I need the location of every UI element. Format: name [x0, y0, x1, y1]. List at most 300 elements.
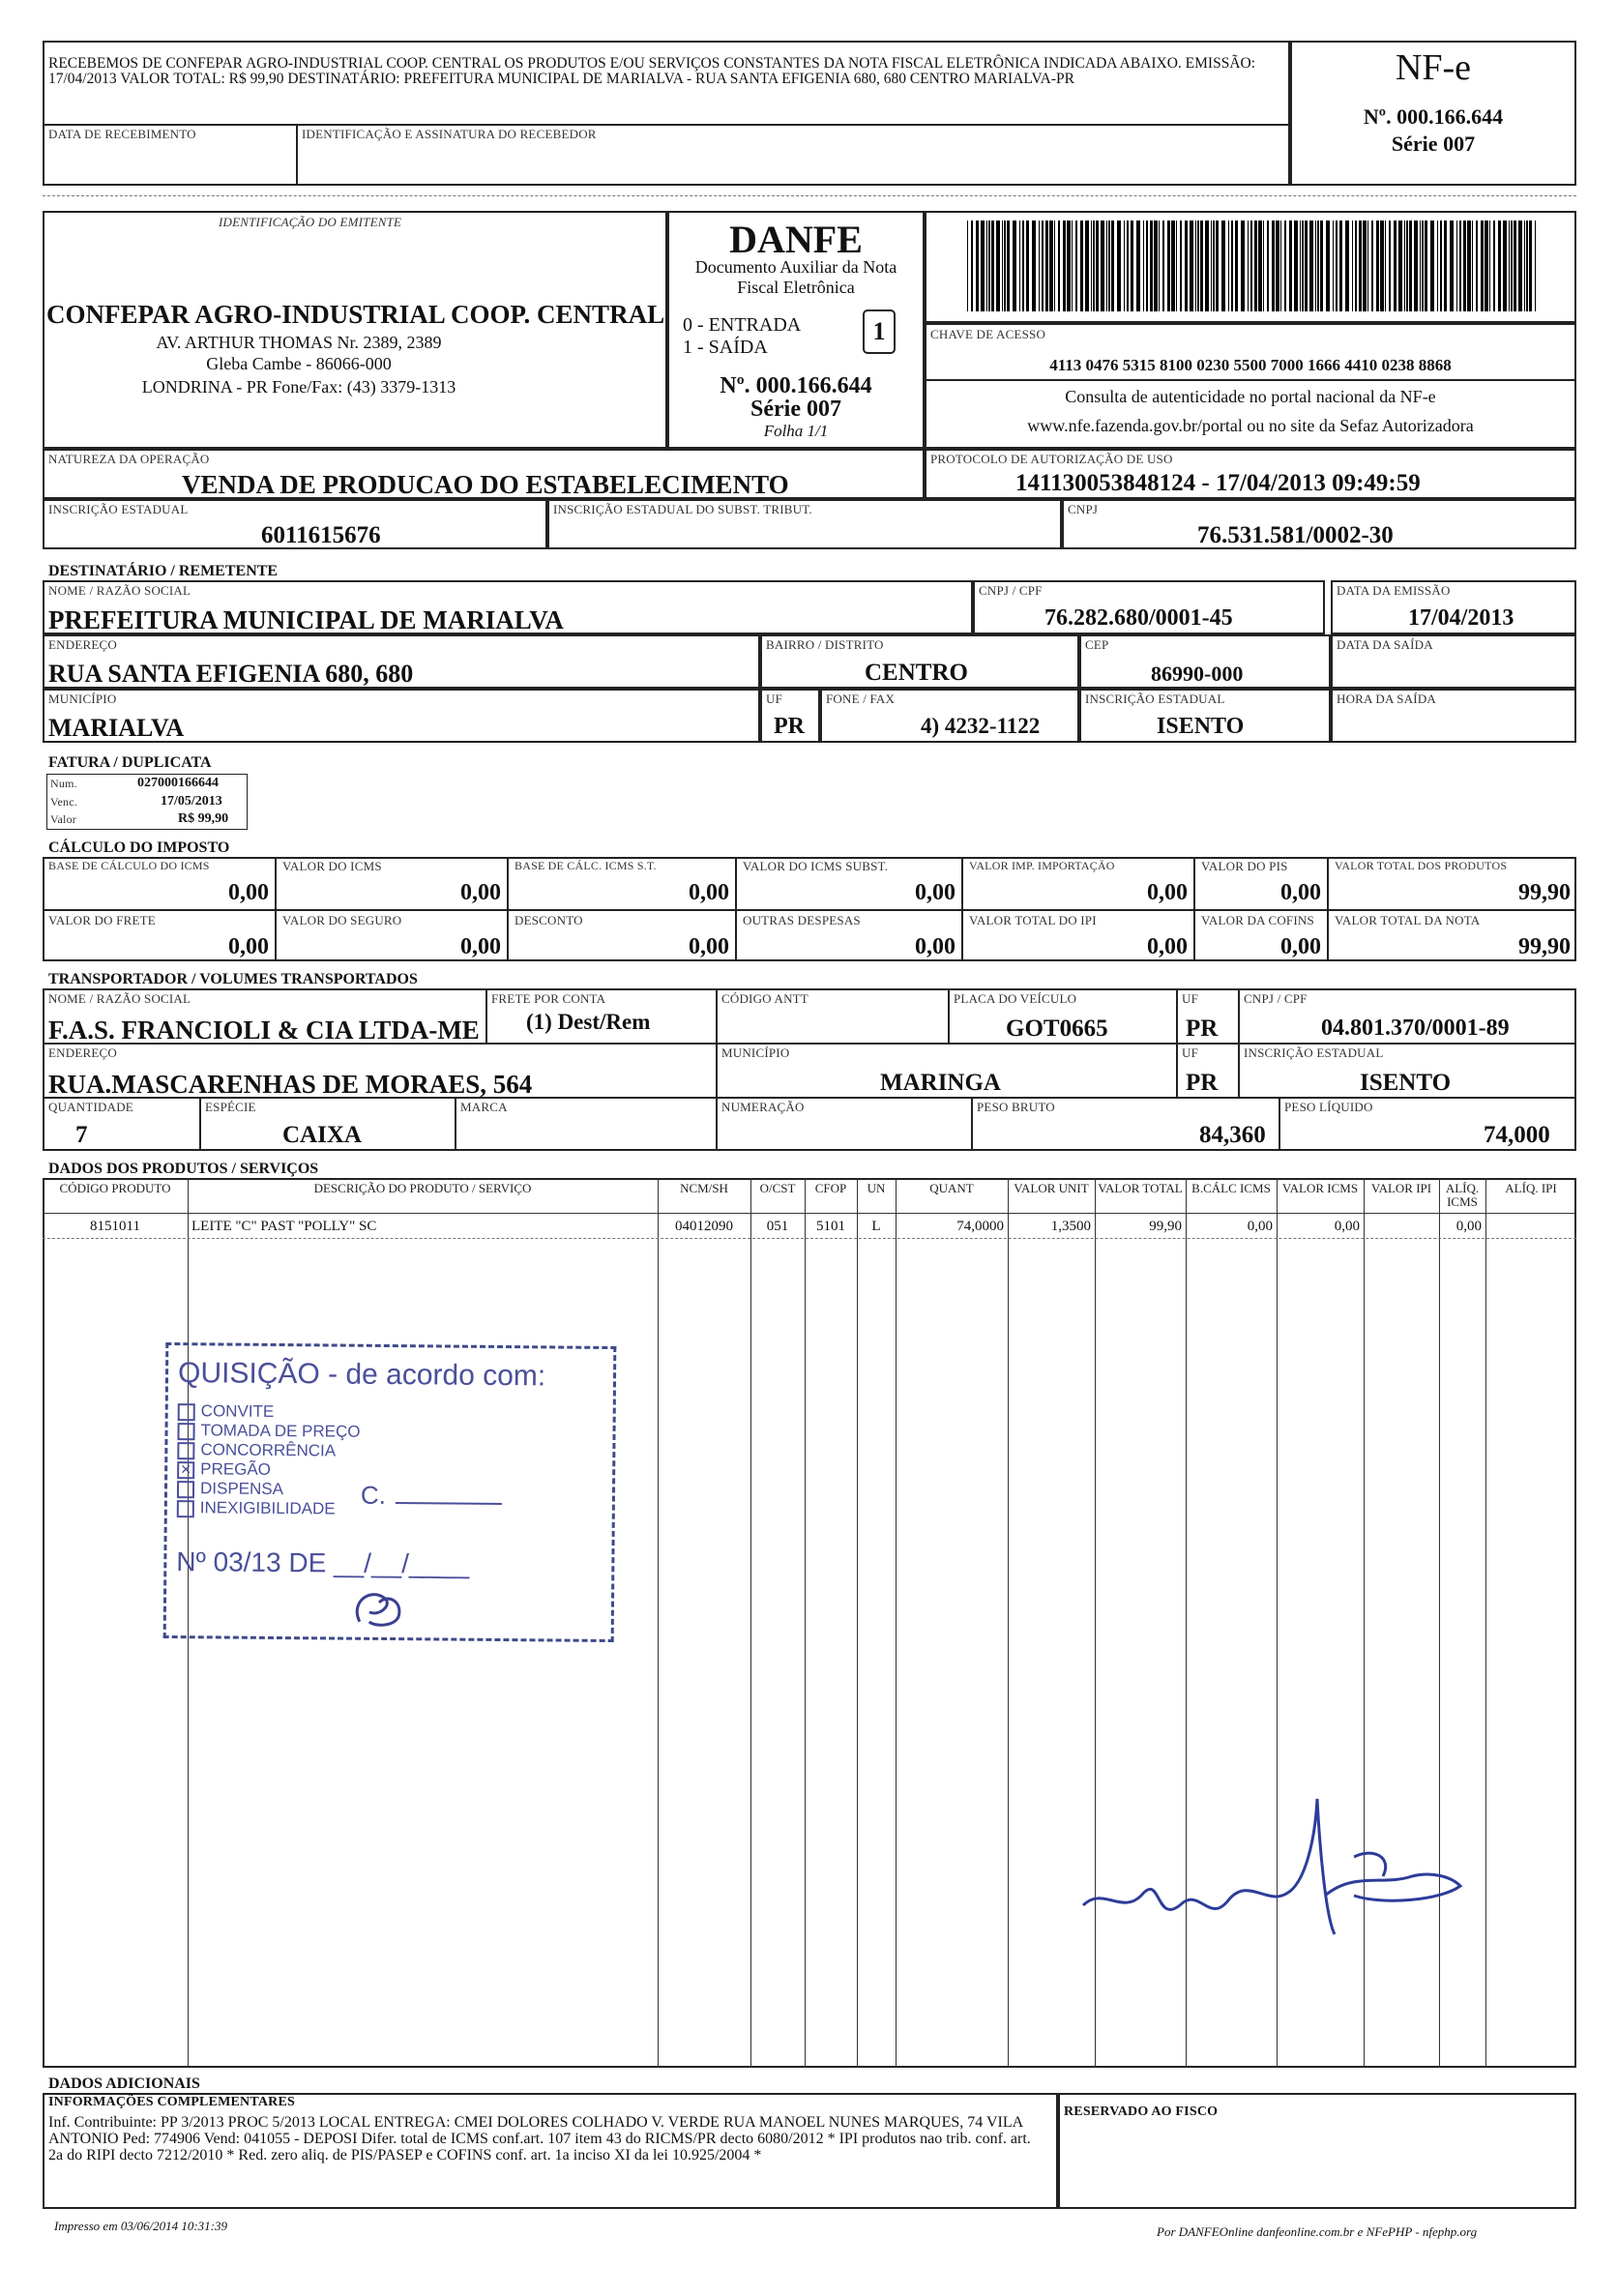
barcode-bar: [976, 221, 979, 311]
produtos-col-divider: [857, 1178, 858, 2068]
barcode-bar: [1032, 221, 1036, 311]
cnpj-emit-valor: 76.531.581/0002-30: [1197, 522, 1394, 548]
imposto-value: 0,00: [915, 934, 956, 959]
dest-bairro-label: BAIRRO / DISTRITO: [766, 637, 884, 652]
imposto-label: VALOR TOTAL DA NOTA: [1335, 913, 1481, 927]
checkbox-icon: [178, 1403, 195, 1421]
transp-v1: [485, 988, 487, 1043]
imposto-value: 0,00: [1147, 934, 1188, 959]
imposto-label: VALOR DO FRETE: [48, 913, 156, 927]
transp-v2: [716, 988, 718, 1151]
emitente-label: IDENTIFICAÇÃO DO EMITENTE: [219, 215, 402, 229]
barcode-bar: [1154, 221, 1158, 311]
barcode-bar: [1326, 221, 1330, 311]
transp-v3: [948, 988, 950, 1043]
fatura-section: FATURA / DUPLICATA: [48, 754, 212, 771]
barcode-bar: [1317, 221, 1319, 311]
barcode-bar: [1171, 221, 1175, 311]
transp-placa: GOT0665: [1006, 1016, 1108, 1042]
barcode-bar: [1294, 221, 1298, 311]
imposto-label: VALOR IMP. IMPORTAÇÃO: [969, 859, 1115, 872]
imposto-cell: [961, 857, 1193, 909]
barcode-bar: [1489, 221, 1490, 311]
produtos-col-divider: [805, 1178, 806, 2068]
barcode-bar: [1096, 221, 1099, 311]
produtos-col-divider: [1485, 1178, 1486, 2068]
produtos-cell: LEITE "C" PAST "POLLY" SC: [191, 1219, 377, 1234]
barcode-bar: [1241, 221, 1245, 311]
imposto-value: 99,90: [1518, 880, 1571, 905]
barcode-bar: [1195, 221, 1196, 311]
barcode-bar: [1414, 221, 1418, 311]
barcode-bar: [1333, 221, 1334, 311]
barcode-bar: [1185, 221, 1188, 311]
transp-uf2-label: UF: [1182, 1045, 1199, 1060]
barcode-bar: [1213, 221, 1215, 311]
barcode-bar: [1305, 221, 1308, 311]
identificacao-label: IDENTIFICAÇÃO E ASSINATURA DO RECEBEDOR: [302, 127, 597, 141]
barcode-bar: [1420, 221, 1421, 311]
barcode-bar: [1315, 221, 1316, 311]
data-recebimento-label: DATA DE RECEBIMENTO: [48, 127, 196, 141]
dest-emissao-label: DATA DA EMISSÃO: [1337, 583, 1451, 598]
stamp-item: [177, 1459, 271, 1480]
stamp-item: [177, 1479, 283, 1499]
danfe-title: DANFE: [729, 218, 863, 261]
barcode-bar: [988, 221, 990, 311]
transp-peso-liquido-label: PESO LÍQUIDO: [1284, 1100, 1373, 1114]
destinatario-section: DESTINATÁRIO / REMETENTE: [48, 563, 279, 579]
transportador-section: TRANSPORTADOR / VOLUMES TRANSPORTADOS: [48, 971, 418, 987]
danfe-saida: 1 - SAÍDA: [683, 337, 768, 358]
checkbox-icon: [177, 1481, 194, 1498]
emitente-box: [43, 211, 667, 449]
barcode-bar: [1511, 221, 1513, 311]
transp-v6: [199, 1097, 201, 1151]
barcode-bar: [1263, 221, 1264, 311]
barcode-bar: [1162, 221, 1164, 311]
imposto-value: 99,90: [1518, 934, 1571, 959]
produtos-header: VALOR IPI: [1370, 1181, 1432, 1195]
dest-emissao: 17/04/2013: [1408, 605, 1514, 631]
transp-placa-label: PLACA DO VEÍCULO: [954, 991, 1077, 1006]
produtos-cell: L: [871, 1219, 881, 1234]
chave-divider: [925, 379, 1576, 381]
barcode-bar: [1485, 221, 1488, 311]
dest-fone: 4) 4232-1122: [921, 714, 1041, 738]
barcode-bar: [1150, 221, 1153, 311]
transp-ie-label: INSCRIÇÃO ESTADUAL: [1244, 1045, 1384, 1060]
stamp-item-label: INEXIGIBILIDADE: [199, 1498, 336, 1518]
barcode-bar: [1503, 221, 1507, 311]
transp-cnpj-label: CNPJ / CPF: [1244, 991, 1308, 1006]
dest-cep: 86990-000: [1151, 662, 1244, 686]
barcode-bar: [1514, 221, 1516, 311]
dest-endereco-label: ENDEREÇO: [48, 637, 117, 652]
barcode-bar: [1444, 221, 1447, 311]
imposto-value: 0,00: [228, 880, 269, 905]
transp-municipio-label: MUNICÍPIO: [721, 1045, 790, 1060]
barcode-bar: [1063, 221, 1066, 311]
dest-nome: PREFEITURA MUNICIPAL DE MARIALVA: [48, 605, 564, 634]
dest-cnpj-label: CNPJ / CPF: [979, 583, 1043, 598]
barcode-bar: [1127, 221, 1129, 311]
barcode-bar: [1004, 221, 1006, 311]
produtos-header: CÓDIGO PRODUTO: [59, 1181, 171, 1195]
dest-cep-label: CEP: [1085, 637, 1109, 652]
chave-label: CHAVE DE ACESSO: [930, 327, 1046, 341]
barcode-bar: [1093, 221, 1095, 311]
produtos-header: VALOR TOTAL: [1098, 1181, 1183, 1195]
barcode-bar: [1535, 221, 1536, 311]
dest-fone-label: FONE / FAX: [826, 692, 896, 706]
imposto-label: VALOR TOTAL DO IPI: [969, 913, 1097, 927]
barcode-bar: [1404, 221, 1405, 311]
imposto-cell: [1193, 909, 1327, 961]
produtos-cell: 5101: [816, 1219, 845, 1234]
barcode-bar: [1284, 221, 1286, 311]
imposto-value: 0,00: [689, 880, 729, 905]
imposto-cell: [1327, 857, 1576, 909]
nfe-serie: Série 007: [1391, 132, 1476, 156]
produtos-header: QUANT: [929, 1181, 974, 1195]
produtos-header: NCM/SH: [680, 1181, 728, 1195]
barcode-bar: [1007, 221, 1010, 311]
barcode-bar: [1450, 221, 1454, 311]
barcode-bar: [1042, 221, 1044, 311]
imposto-label: BASE DE CÁLC. ICMS S.T.: [514, 859, 657, 872]
barcode-bar: [1190, 221, 1193, 311]
danfe-entrada: 0 - ENTRADA: [683, 314, 802, 336]
barcode-bar: [1167, 221, 1170, 311]
imposto-cell: [735, 857, 961, 909]
ie-valor: 6011615676: [261, 522, 381, 548]
barcode-bar: [1481, 221, 1484, 311]
transp-antt-label: CÓDIGO ANTT: [721, 991, 808, 1006]
footer-impresso: Impresso em 03/06/2014 10:31:39: [54, 2219, 227, 2233]
fatura-valor: R$ 99,90: [178, 811, 229, 826]
barcode-bar: [1276, 221, 1279, 311]
barcode-bar: [1320, 221, 1323, 311]
produtos-row-line: [43, 1238, 1576, 1239]
dest-endereco: RUA SANTA EFIGENIA 680, 680: [48, 660, 414, 688]
imposto-value: 0,00: [1280, 934, 1321, 959]
transp-endereco-label: ENDEREÇO: [48, 1045, 117, 1060]
produtos-cell: 0,00: [1455, 1219, 1482, 1234]
transp-peso-bruto: 84,360: [1199, 1122, 1266, 1148]
imposto-value: 0,00: [1147, 880, 1188, 905]
emitente-nome: CONFEPAR AGRO-INDUSTRIAL COOP. CENTRAL: [46, 300, 665, 329]
barcode-bar: [1108, 221, 1110, 311]
produtos-header: VALOR ICMS: [1281, 1181, 1359, 1195]
imposto-label: VALOR DO ICMS: [282, 859, 382, 873]
produtos-cell: 8151011: [90, 1219, 140, 1234]
transp-uf-label: UF: [1182, 991, 1199, 1006]
barcode-bar: [1136, 221, 1140, 311]
barcode-bar: [1039, 221, 1040, 311]
produtos-cell: 0,00: [1247, 1219, 1273, 1234]
barcode-bar: [991, 221, 994, 311]
ie-st-label: INSCRIÇÃO ESTADUAL DO SUBST. TRIBUT.: [553, 502, 812, 516]
barcode-bar: [1045, 221, 1048, 311]
transp-municipio: MARINGA: [880, 1070, 1001, 1096]
barcode-bar: [1526, 221, 1528, 311]
imposto-cell: [1327, 909, 1576, 961]
barcode-bar: [1019, 221, 1020, 311]
fatura-venc-label: Venc.: [50, 795, 77, 809]
barcode-bar: [1049, 221, 1053, 311]
dest-ie: ISENTO: [1157, 714, 1245, 739]
barcode-bar: [1146, 221, 1148, 311]
barcode-bar: [1111, 221, 1114, 311]
barcode-bar: [1216, 221, 1219, 311]
imposto-cell: [43, 909, 275, 961]
stamp-initials: [340, 1583, 418, 1633]
imposto-label: VALOR DO ICMS SUBST.: [743, 859, 889, 873]
transp-nome-label: NOME / RAZÃO SOCIAL: [48, 991, 191, 1006]
stamp-item-label: CONCORRÊNCIA: [200, 1440, 337, 1460]
transp-v7: [455, 1097, 456, 1151]
adicionais-section: DADOS ADICIONAIS: [48, 2075, 200, 2092]
imposto-label: VALOR TOTAL DOS PRODUTOS: [1335, 859, 1508, 872]
produtos-section: DADOS DOS PRODUTOS / SERVIÇOS: [48, 1161, 319, 1177]
barcode-bar: [1339, 221, 1342, 311]
produtos-header: ALÍQ. ICMS: [1445, 1181, 1480, 1209]
barcode-bar: [1345, 221, 1349, 311]
info-label: INFORMAÇÕES COMPLEMENTARES: [48, 2095, 296, 2109]
barcode-bar: [1250, 221, 1252, 311]
produtos-header: DESCRIÇÃO DO PRODUTO / SERVIÇO: [313, 1181, 532, 1195]
barcode-bar: [1509, 221, 1510, 311]
transp-marca-label: MARCA: [460, 1100, 508, 1114]
barcode-bar: [1067, 221, 1071, 311]
barcode-bar: [1352, 221, 1353, 311]
stamp-numero: Nº 03/13 DE __/__/____: [176, 1546, 470, 1579]
barcode-bar: [1498, 221, 1501, 311]
barcode-bar: [1072, 221, 1073, 311]
stamp-c-line: [396, 1502, 502, 1505]
imposto-cell: [507, 909, 735, 961]
barcode-bar: [1124, 221, 1125, 311]
barcode-bar: [971, 221, 973, 311]
imposto-cell: [43, 857, 275, 909]
danfe-tipo-box: 1: [863, 309, 896, 354]
danfe-subtitle2: Fiscal Eletrônica: [737, 278, 855, 297]
produtos-col-divider: [1008, 1178, 1009, 2068]
stamp-item: [177, 1498, 336, 1518]
stamp-title: QUISIÇÃO - de acordo com:: [177, 1357, 546, 1393]
barcode-bar: [1258, 221, 1262, 311]
barcode-bar: [1359, 221, 1362, 311]
canhoto-text: RECEBEMOS DE CONFEPAR AGRO-INDUSTRIAL COOP. CENTRAL OS PRODUTOS E/OU SERVIÇOS CONSTANTES DA NOTA FISCAL ELETRÔNICA INDICADA ABAIXO. EMISSÃO: 17/04/2013 VALOR TOTAL: R$ 99,90 DESTINATÁRIO: PREFEITURA MUNICIPAL DE MARIALVA - RUA SANTA EFIGENIA 680, 680 CENTRO MARIALVA-PR: [48, 55, 1256, 87]
barcode-bar: [1476, 221, 1478, 311]
stamp-c-label: C.: [360, 1480, 387, 1510]
barcode-bar: [1080, 221, 1083, 311]
cnpj-emit-label: CNPJ: [1068, 502, 1099, 516]
imposto-label: OUTRAS DESPESAS: [743, 913, 861, 927]
barcode-bar: [1235, 221, 1238, 311]
barcode-bar: [1300, 221, 1301, 311]
produtos-cell: 99,90: [1149, 1219, 1182, 1234]
barcode-bar: [1231, 221, 1233, 311]
barcode-bar: [1371, 221, 1373, 311]
canhoto-vdivider: [296, 124, 298, 186]
danfe-subtitle1: Documento Auxiliar da Nota: [694, 257, 897, 277]
produtos-header: B.CÁLC ICMS: [1191, 1181, 1271, 1195]
checkbox-icon: [177, 1442, 194, 1459]
barcode-bar: [967, 221, 968, 311]
transp-nome: F.A.S. FRANCIOLI & CIA LTDA-ME: [48, 1016, 480, 1045]
barcode-bar: [1106, 221, 1107, 311]
imposto-label: VALOR DO SEGURO: [282, 913, 402, 927]
barcode-bar: [1075, 221, 1077, 311]
chave-consulta2: www.nfe.fazenda.gov.br/portal ou no site da Sefaz Autorizadora: [1027, 416, 1474, 435]
imposto-cell: [961, 909, 1193, 961]
acquisition-stamp: [163, 1342, 617, 1642]
imposto-value: 0,00: [689, 934, 729, 959]
transp-uf2: PR: [1186, 1070, 1219, 1096]
produtos-cell: 051: [766, 1219, 789, 1234]
barcode-bar: [1425, 221, 1427, 311]
transp-especie-label: ESPÉCIE: [205, 1100, 256, 1114]
fatura-num-label: Num.: [50, 777, 77, 790]
produtos-cell: 0,00: [1334, 1219, 1360, 1234]
barcode-bar: [1228, 221, 1229, 311]
imposto-label: VALOR DA COFINS: [1201, 913, 1314, 927]
barcode-bar: [1467, 221, 1471, 311]
imposto-cell: [507, 857, 735, 909]
emitente-endereco3: LONDRINA - PR Fone/Fax: (43) 3379-1313: [141, 377, 456, 397]
dest-uf: PR: [774, 714, 805, 739]
barcode-bar: [1385, 221, 1386, 311]
barcode-bar: [1529, 221, 1532, 311]
barcode-bar: [1159, 221, 1160, 311]
dest-nome-label: NOME / RAZÃO SOCIAL: [48, 583, 191, 598]
barcode-bar: [1091, 221, 1092, 311]
nfe-title: NF-e: [1395, 47, 1472, 88]
imposto-cell: [275, 909, 507, 961]
produtos-header: CFOP: [814, 1181, 847, 1195]
transp-peso-liquido: 74,000: [1484, 1122, 1550, 1148]
stamp-item-label: TOMADA DE PREÇO: [200, 1421, 361, 1441]
transp-especie: CAIXA: [282, 1122, 362, 1148]
barcode-bar: [1409, 221, 1412, 311]
stamp-item-label: DISPENSA: [199, 1479, 284, 1499]
barcode-bar: [1267, 221, 1269, 311]
imposto-cell: [275, 857, 507, 909]
barcode-bar: [1054, 221, 1055, 311]
produtos-cell: 04012090: [675, 1219, 733, 1234]
barcode-bar: [1380, 221, 1384, 311]
footer-por: Por DANFEOnline danfeonline.com.br e NFePHP - nfephp.org: [1157, 2224, 1478, 2239]
barcode-bar: [1143, 221, 1144, 311]
barcode-bar: [1176, 221, 1177, 311]
barcode-bar: [1472, 221, 1473, 311]
barcode-bar: [1101, 221, 1104, 311]
barcode-bar: [1406, 221, 1408, 311]
imposto-label: DESCONTO: [514, 913, 583, 927]
imposto-value: 0,00: [228, 934, 269, 959]
transp-frete: (1) Dest/Rem: [526, 1010, 651, 1034]
produtos-col-divider: [896, 1178, 897, 2068]
barcode-bar: [1355, 221, 1357, 311]
barcode-bar: [1493, 221, 1495, 311]
produtos-cell: 74,0000: [956, 1219, 1004, 1234]
barcode-bar: [1463, 221, 1466, 311]
produtos-cell: 1,3500: [1050, 1219, 1091, 1234]
imposto-value: 0,00: [460, 934, 501, 959]
checkbox-checked-icon: ✕: [177, 1461, 194, 1479]
transp-cnpj: 04.801.370/0001-89: [1321, 1016, 1510, 1041]
barcode-bar: [1422, 221, 1424, 311]
transp-qtd: 7: [75, 1122, 88, 1148]
produtos-header: VALOR UNIT: [1014, 1181, 1089, 1195]
chave-consulta1: Consulta de autenticidade no portal nacional da NF-e: [1065, 387, 1436, 406]
danfe-numero: Nº. 000.166.644: [720, 373, 872, 398]
emitente-endereco1: AV. ARTHUR THOMAS Nr. 2389, 2389: [156, 333, 442, 352]
imposto-cell: [1193, 857, 1327, 909]
barcode-bar: [1085, 221, 1089, 311]
barcode-bar: [986, 221, 987, 311]
dest-cnpj: 76.282.680/0001-45: [1044, 605, 1233, 631]
barcode-bar: [996, 221, 1000, 311]
transp-h1: [43, 1043, 1576, 1045]
transp-peso-bruto-label: PESO BRUTO: [977, 1100, 1055, 1114]
stamp-item: [177, 1421, 360, 1442]
fatura-num: 027000166644: [137, 776, 219, 790]
barcode-bar: [1211, 221, 1212, 311]
barcode-image: [967, 221, 1536, 311]
emitente-endereco2: Gleba Cambe - 86066-000: [206, 354, 392, 373]
produtos-header: UN: [867, 1181, 886, 1195]
barcode-bar: [1518, 221, 1522, 311]
natureza-label: NATUREZA DA OPERAÇÃO: [48, 452, 210, 466]
transp-v9: [1279, 1097, 1280, 1151]
protocolo-valor: 141130053848124 - 17/04/2013 09:49:59: [1015, 470, 1421, 496]
barcode-bar: [1336, 221, 1338, 311]
danfe-folha: Folha 1/1: [763, 422, 829, 440]
info-text: Inf. Contribuinte: PP 3/2013 PROC 5/2013 LOCAL ENTREGA: CMEI DOLORES COLHADO V. VERDE RUA MANOEL NUNES MARQUES, 74 VILA ANTONIO Ped: 774906 Vend: 041055 - DEPOSI Difer. total de ICMS conf.art. 107 item 43 do RICMS/PR decto 6080/2012 * IPI produtos nao trib. conf. art. 2a do RIPI decto 7212/2010 * Red. zero aliq. de PIS/PASEP e COFINS conf. art. 1a inciso XI da lei 10.925/2004 *: [48, 2114, 1031, 2164]
barcode-bar: [1289, 221, 1292, 311]
produtos-header: O/CST: [759, 1181, 796, 1195]
barcode-bar: [1131, 221, 1133, 311]
barcode-bar: [1117, 221, 1121, 311]
barcode-bar: [1456, 221, 1457, 311]
produtos-header: ALÍQ. IPI: [1505, 1181, 1557, 1195]
barcode-bar: [1394, 221, 1396, 311]
transp-v8: [971, 1097, 973, 1151]
transp-h2: [43, 1097, 1576, 1099]
canhoto-divider: [43, 124, 1290, 126]
stamp-item-label: PREGÃO: [200, 1459, 272, 1479]
protocolo-label: PROTOCOLO DE AUTORIZAÇÃO DE USO: [930, 452, 1173, 466]
barcode-bar: [1302, 221, 1304, 311]
barcode-bar: [1254, 221, 1257, 311]
barcode-bar: [1280, 221, 1281, 311]
barcode-bar: [1058, 221, 1060, 311]
stamp-item-label: CONVITE: [200, 1401, 275, 1421]
barcode-bar: [981, 221, 985, 311]
transp-numeracao-label: NUMERAÇÃO: [721, 1100, 805, 1114]
fatura-venc: 17/05/2013: [161, 794, 222, 809]
produtos-col-divider: [750, 1178, 751, 2068]
transp-ie: ISENTO: [1360, 1070, 1452, 1096]
barcode-bar: [1180, 221, 1182, 311]
imposto-cell: [735, 909, 961, 961]
barcode-bar: [1200, 221, 1203, 311]
barcode-bar: [1221, 221, 1225, 311]
dest-municipio: MARIALVA: [48, 714, 185, 742]
